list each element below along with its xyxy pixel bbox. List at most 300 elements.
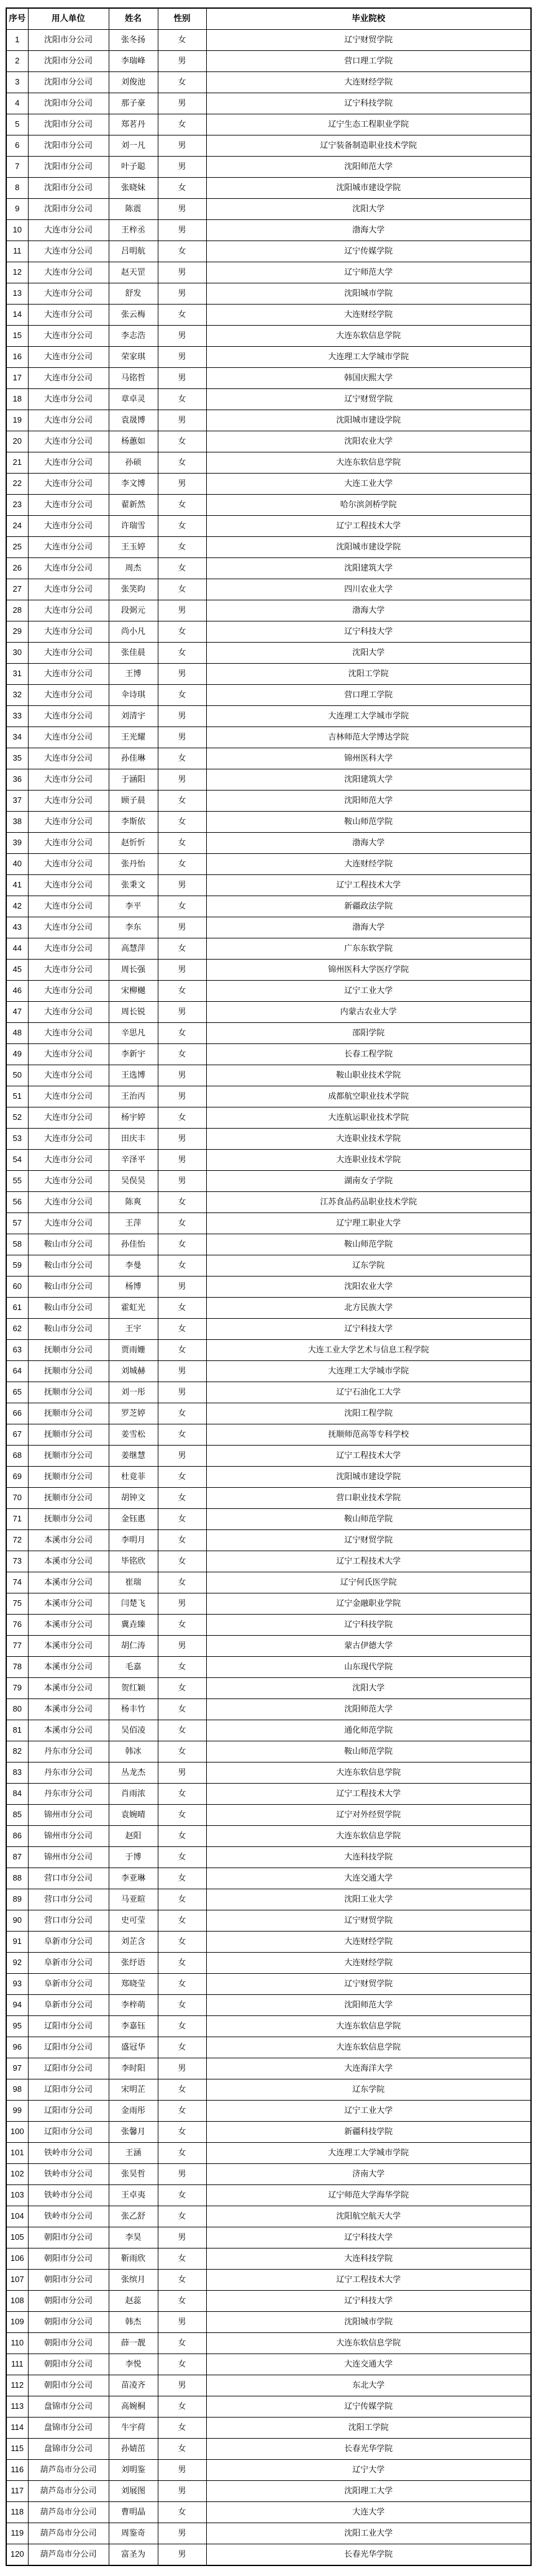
table-row xyxy=(6,1509,531,1530)
employer-cell: 沈阳市分公司 xyxy=(28,199,109,220)
name-cell: 顾子晨 xyxy=(109,791,158,812)
school-cell: 成都航空职业技术学院 xyxy=(206,1086,531,1107)
employer-cell: 朝阳市分公司 xyxy=(28,2375,109,2396)
employer-cell: 大连市分公司 xyxy=(28,769,109,791)
index-cell: 68 xyxy=(6,1446,28,1467)
table-row xyxy=(6,1340,531,1361)
gender-cell: 女 xyxy=(158,558,206,579)
gender-cell: 女 xyxy=(158,1720,206,1741)
table-row xyxy=(6,1593,531,1615)
employer-cell: 鞍山市分公司 xyxy=(28,1319,109,1340)
name-cell: 于博 xyxy=(109,1847,158,1868)
name-cell: 杨宇婷 xyxy=(109,1107,158,1129)
gender-cell: 女 xyxy=(158,1847,206,1868)
employer-cell: 大连市分公司 xyxy=(28,516,109,537)
index-cell: 51 xyxy=(6,1086,28,1107)
table-row xyxy=(6,685,531,706)
school-cell: 辽宁师范大学海华学院 xyxy=(206,2185,531,2206)
employer-cell: 盘锦市分公司 xyxy=(28,2418,109,2439)
gender-cell: 女 xyxy=(158,389,206,410)
index-cell: 67 xyxy=(6,1424,28,1446)
gender-cell: 女 xyxy=(158,1467,206,1488)
name-cell: 张秉文 xyxy=(109,875,158,896)
name-cell: 宋柳樾 xyxy=(109,981,158,1002)
index-cell: 32 xyxy=(6,685,28,706)
employer-cell: 抚顺市分公司 xyxy=(28,1446,109,1467)
school-cell: 辽东学院 xyxy=(206,1255,531,1277)
gender-cell: 男 xyxy=(158,51,206,72)
name-cell: 金钰惠 xyxy=(109,1509,158,1530)
school-cell: 辽宁财贸学院 xyxy=(206,30,531,51)
employer-cell: 抚顺市分公司 xyxy=(28,1488,109,1509)
school-cell: 辽宁工业大学 xyxy=(206,2101,531,2122)
name-cell: 王梓丞 xyxy=(109,220,158,241)
index-cell: 38 xyxy=(6,812,28,833)
gender-cell: 男 xyxy=(158,220,206,241)
table-row xyxy=(6,1657,531,1678)
gender-cell: 男 xyxy=(158,368,206,389)
employer-cell: 抚顺市分公司 xyxy=(28,1382,109,1403)
name-cell: 张缤月 xyxy=(109,2270,158,2291)
school-cell: 鞍山师范学院 xyxy=(206,1234,531,1255)
gender-cell: 女 xyxy=(158,1340,206,1361)
name-cell: 霍虹光 xyxy=(109,1298,158,1319)
table-row xyxy=(6,2206,531,2227)
employer-cell: 大连市分公司 xyxy=(28,495,109,516)
name-cell: 毛嘉 xyxy=(109,1657,158,1678)
table-row xyxy=(6,135,531,157)
gender-cell: 女 xyxy=(158,2439,206,2460)
gender-cell: 女 xyxy=(158,1615,206,1636)
employer-cell: 抚顺市分公司 xyxy=(28,1340,109,1361)
school-cell: 辽宁科技大学 xyxy=(206,2227,531,2248)
school-cell: 沈阳师范大学 xyxy=(206,791,531,812)
index-cell: 27 xyxy=(6,579,28,600)
gender-cell: 男 xyxy=(158,1382,206,1403)
index-cell: 12 xyxy=(6,262,28,283)
employer-cell: 大连市分公司 xyxy=(28,833,109,854)
name-cell: 李东 xyxy=(109,917,158,938)
index-cell: 47 xyxy=(6,1002,28,1023)
gender-cell: 男 xyxy=(158,1593,206,1615)
index-cell: 22 xyxy=(6,474,28,495)
gender-cell: 男 xyxy=(158,410,206,431)
index-cell: 62 xyxy=(6,1319,28,1340)
school-cell: 长春工程学院 xyxy=(206,1044,531,1065)
table-row xyxy=(6,1255,531,1277)
gender-cell: 女 xyxy=(158,1234,206,1255)
table-row xyxy=(6,621,531,643)
table-row xyxy=(6,1868,531,1889)
gender-cell: 女 xyxy=(158,2354,206,2375)
school-cell: 通化师范学院 xyxy=(206,1720,531,1741)
index-cell: 43 xyxy=(6,917,28,938)
table-row xyxy=(6,1678,531,1699)
gender-cell: 男 xyxy=(158,1636,206,1657)
school-cell: 邵阳学院 xyxy=(206,1023,531,1044)
gender-cell: 女 xyxy=(158,1826,206,1847)
gender-cell: 女 xyxy=(158,2016,206,2037)
name-cell: 叶子聪 xyxy=(109,157,158,178)
index-cell: 117 xyxy=(6,2481,28,2502)
table-row xyxy=(6,1424,531,1446)
gender-cell: 男 xyxy=(158,664,206,685)
school-cell: 沈阳城市建设学院 xyxy=(206,178,531,199)
employer-cell: 大连市分公司 xyxy=(28,410,109,431)
index-cell: 4 xyxy=(6,93,28,114)
gender-cell: 女 xyxy=(158,1530,206,1551)
gender-cell: 女 xyxy=(158,452,206,474)
employer-cell: 本溪市分公司 xyxy=(28,1530,109,1551)
table-row xyxy=(6,241,531,262)
gender-cell: 女 xyxy=(158,938,206,960)
school-cell: 沈阳工学院 xyxy=(206,2418,531,2439)
gender-cell: 男 xyxy=(158,1086,206,1107)
employer-cell: 大连市分公司 xyxy=(28,1171,109,1192)
index-cell: 115 xyxy=(6,2439,28,2460)
school-cell: 大连财经学院 xyxy=(206,1932,531,1953)
employer-cell: 铁岭市分公司 xyxy=(28,2185,109,2206)
name-cell: 郑茗丹 xyxy=(109,114,158,135)
gender-cell: 女 xyxy=(158,537,206,558)
index-cell: 84 xyxy=(6,1784,28,1805)
index-cell: 75 xyxy=(6,1593,28,1615)
name-cell: 崔瑞 xyxy=(109,1572,158,1593)
employer-cell: 锦州市分公司 xyxy=(28,1826,109,1847)
school-cell: 沈阳大学 xyxy=(206,1678,531,1699)
index-cell: 13 xyxy=(6,283,28,305)
employer-cell: 大连市分公司 xyxy=(28,1065,109,1086)
index-cell: 94 xyxy=(6,1995,28,2016)
table-row xyxy=(6,262,531,283)
index-cell: 100 xyxy=(6,2122,28,2143)
school-cell: 沈阳建筑大学 xyxy=(206,769,531,791)
school-cell: 辽宁工业大学 xyxy=(206,981,531,1002)
employer-cell: 大连市分公司 xyxy=(28,727,109,748)
name-cell: 张云梅 xyxy=(109,305,158,326)
employer-cell: 本溪市分公司 xyxy=(28,1720,109,1741)
name-cell: 王博 xyxy=(109,664,158,685)
table-row xyxy=(6,1382,531,1403)
name-cell: 姜雪松 xyxy=(109,1424,158,1446)
school-cell: 大连海洋大学 xyxy=(206,2058,531,2079)
name-cell: 冀垚臻 xyxy=(109,1615,158,1636)
index-cell: 56 xyxy=(6,1192,28,1213)
school-cell: 蒙古伊德大学 xyxy=(206,1636,531,1657)
name-cell: 刘城赫 xyxy=(109,1361,158,1382)
name-cell: 马铭哲 xyxy=(109,368,158,389)
index-cell: 11 xyxy=(6,241,28,262)
col-header-school: 毕业院校 xyxy=(206,8,531,30)
index-cell: 5 xyxy=(6,114,28,135)
index-cell: 49 xyxy=(6,1044,28,1065)
employer-cell: 朝阳市分公司 xyxy=(28,2333,109,2354)
school-cell: 湖南女子学院 xyxy=(206,1171,531,1192)
table-row xyxy=(6,51,531,72)
name-cell: 袁婉晴 xyxy=(109,1805,158,1826)
index-cell: 71 xyxy=(6,1509,28,1530)
name-cell: 孙婧茁 xyxy=(109,2439,158,2460)
table-row xyxy=(6,896,531,917)
employer-cell: 辽阳市分公司 xyxy=(28,2058,109,2079)
index-cell: 87 xyxy=(6,1847,28,1868)
name-cell: 李时阳 xyxy=(109,2058,158,2079)
gender-cell: 女 xyxy=(158,2122,206,2143)
employer-cell: 锦州市分公司 xyxy=(28,1847,109,1868)
employer-cell: 沈阳市分公司 xyxy=(28,178,109,199)
employer-cell: 大连市分公司 xyxy=(28,537,109,558)
name-cell: 李亚琳 xyxy=(109,1868,158,1889)
employer-cell: 大连市分公司 xyxy=(28,241,109,262)
employer-cell: 抚顺市分公司 xyxy=(28,1424,109,1446)
col-header-gender: 性别 xyxy=(158,8,206,30)
name-cell: 辛思凡 xyxy=(109,1023,158,1044)
employer-cell: 大连市分公司 xyxy=(28,1129,109,1150)
name-cell: 刘一彤 xyxy=(109,1382,158,1403)
employer-cell: 大连市分公司 xyxy=(28,220,109,241)
table-row xyxy=(6,2291,531,2312)
index-cell: 79 xyxy=(6,1678,28,1699)
index-cell: 15 xyxy=(6,326,28,347)
index-cell: 60 xyxy=(6,1277,28,1298)
gender-cell: 女 xyxy=(158,1572,206,1593)
name-cell: 赵天罡 xyxy=(109,262,158,283)
gender-cell: 女 xyxy=(158,72,206,93)
table-row xyxy=(6,2143,531,2164)
table-row xyxy=(6,1995,531,2016)
school-cell: 辽宁科技大学 xyxy=(206,1319,531,1340)
name-cell: 王卓夷 xyxy=(109,2185,158,2206)
school-cell: 大连财经学院 xyxy=(206,854,531,875)
table-row xyxy=(6,2270,531,2291)
employer-cell: 朝阳市分公司 xyxy=(28,2270,109,2291)
name-cell: 王选博 xyxy=(109,1065,158,1086)
table-row xyxy=(6,579,531,600)
school-cell: 沈阳农业大学 xyxy=(206,1277,531,1298)
name-cell: 王萍 xyxy=(109,1213,158,1234)
employer-cell: 大连市分公司 xyxy=(28,643,109,664)
school-cell: 四川农业大学 xyxy=(206,579,531,600)
table-row xyxy=(6,1277,531,1298)
employer-cell: 大连市分公司 xyxy=(28,1044,109,1065)
employer-cell: 大连市分公司 xyxy=(28,305,109,326)
table-row xyxy=(6,2333,531,2354)
name-cell: 李悦 xyxy=(109,2354,158,2375)
school-cell: 沈阳大学 xyxy=(206,199,531,220)
name-cell: 韩冰 xyxy=(109,1741,158,1762)
school-cell: 大连东软信息学院 xyxy=(206,1826,531,1847)
table-row xyxy=(6,1002,531,1023)
name-cell: 周长强 xyxy=(109,960,158,981)
gender-cell: 男 xyxy=(158,1171,206,1192)
table-row xyxy=(6,2248,531,2270)
gender-cell: 男 xyxy=(158,727,206,748)
school-cell: 辽宁财贸学院 xyxy=(206,389,531,410)
school-cell: 辽宁理工职业大学 xyxy=(206,1213,531,1234)
table-row xyxy=(6,1446,531,1467)
employer-cell: 大连市分公司 xyxy=(28,283,109,305)
table-row xyxy=(6,495,531,516)
table-row xyxy=(6,305,531,326)
name-cell: 王治丙 xyxy=(109,1086,158,1107)
table-row xyxy=(6,2502,531,2523)
index-cell: 7 xyxy=(6,157,28,178)
gender-cell: 男 xyxy=(158,769,206,791)
employer-cell: 大连市分公司 xyxy=(28,452,109,474)
employer-cell: 大连市分公司 xyxy=(28,1107,109,1129)
table-row xyxy=(6,769,531,791)
name-cell: 薛一靓 xyxy=(109,2333,158,2354)
gender-cell: 女 xyxy=(158,2101,206,2122)
school-cell: 大连职业技术学院 xyxy=(206,1129,531,1150)
table-row xyxy=(6,1488,531,1509)
index-cell: 55 xyxy=(6,1171,28,1192)
table-row xyxy=(6,452,531,474)
gender-cell: 女 xyxy=(158,1868,206,1889)
table-row xyxy=(6,30,531,51)
name-cell: 王玉婷 xyxy=(109,537,158,558)
index-cell: 63 xyxy=(6,1340,28,1361)
gender-cell: 男 xyxy=(158,1277,206,1298)
name-cell: 孙佳怡 xyxy=(109,1234,158,1255)
gender-cell: 女 xyxy=(158,1023,206,1044)
name-cell: 段弼元 xyxy=(109,600,158,621)
table-header xyxy=(6,8,531,30)
name-cell: 赵蕊 xyxy=(109,2291,158,2312)
table-row xyxy=(6,389,531,410)
index-cell: 37 xyxy=(6,791,28,812)
table-row xyxy=(6,1910,531,1932)
school-cell: 辽宁财贸学院 xyxy=(206,1910,531,1932)
gender-cell: 女 xyxy=(158,431,206,452)
school-cell: 北方民族大学 xyxy=(206,1298,531,1319)
employer-cell: 阜新市分公司 xyxy=(28,1953,109,1974)
gender-cell: 女 xyxy=(158,1255,206,1277)
table-row xyxy=(6,283,531,305)
index-cell: 73 xyxy=(6,1551,28,1572)
gender-cell: 男 xyxy=(158,1762,206,1784)
table-row xyxy=(6,875,531,896)
table-row xyxy=(6,431,531,452)
name-cell: 翟新然 xyxy=(109,495,158,516)
table-row xyxy=(6,1784,531,1805)
table-row xyxy=(6,1213,531,1234)
employer-cell: 大连市分公司 xyxy=(28,706,109,727)
index-cell: 42 xyxy=(6,896,28,917)
table-row xyxy=(6,854,531,875)
employer-cell: 阜新市分公司 xyxy=(28,1995,109,2016)
school-cell: 韩国庆熙大学 xyxy=(206,368,531,389)
index-cell: 110 xyxy=(6,2333,28,2354)
table-row xyxy=(6,1192,531,1213)
index-cell: 113 xyxy=(6,2396,28,2418)
school-cell: 大连科技学院 xyxy=(206,1847,531,1868)
gender-cell: 男 xyxy=(158,1002,206,1023)
gender-cell: 女 xyxy=(158,579,206,600)
school-cell: 大连东软信息学院 xyxy=(206,1762,531,1784)
gender-cell: 男 xyxy=(158,1150,206,1171)
school-cell: 辽宁科技大学 xyxy=(206,2291,531,2312)
school-cell: 辽宁财贸学院 xyxy=(206,1530,531,1551)
name-cell: 周长锐 xyxy=(109,1002,158,1023)
index-cell: 33 xyxy=(6,706,28,727)
school-cell: 沈阳大学 xyxy=(206,643,531,664)
index-cell: 83 xyxy=(6,1762,28,1784)
school-cell: 山东现代学院 xyxy=(206,1657,531,1678)
employer-cell: 大连市分公司 xyxy=(28,854,109,875)
gender-cell: 女 xyxy=(158,30,206,51)
school-cell: 大连财经学院 xyxy=(206,1953,531,1974)
table-row xyxy=(6,1699,531,1720)
name-cell: 刘明鉴 xyxy=(109,2460,158,2481)
name-cell: 肖雨浓 xyxy=(109,1784,158,1805)
index-cell: 104 xyxy=(6,2206,28,2227)
name-cell: 辛泽平 xyxy=(109,1150,158,1171)
name-cell: 王宇 xyxy=(109,1319,158,1340)
index-cell: 25 xyxy=(6,537,28,558)
gender-cell: 女 xyxy=(158,1741,206,1762)
gender-cell: 女 xyxy=(158,241,206,262)
name-cell: 丛龙杰 xyxy=(109,1762,158,1784)
name-cell: 那子豪 xyxy=(109,93,158,114)
gender-cell: 男 xyxy=(158,706,206,727)
gender-cell: 男 xyxy=(158,474,206,495)
gender-cell: 女 xyxy=(158,1995,206,2016)
gender-cell: 女 xyxy=(158,1889,206,1910)
table-row xyxy=(6,791,531,812)
gender-cell: 女 xyxy=(158,1213,206,1234)
gender-cell: 女 xyxy=(158,1678,206,1699)
school-cell: 沈阳工学院 xyxy=(206,664,531,685)
table-row xyxy=(6,938,531,960)
school-cell: 辽宁工程技术大学 xyxy=(206,1446,531,1467)
school-cell: 辽宁何氏医学院 xyxy=(206,1572,531,1593)
index-cell: 2 xyxy=(6,51,28,72)
gender-cell: 女 xyxy=(158,621,206,643)
name-cell: 刘一凡 xyxy=(109,135,158,157)
gender-cell: 女 xyxy=(158,896,206,917)
col-header-employer: 用人单位 xyxy=(28,8,109,30)
index-cell: 19 xyxy=(6,410,28,431)
school-cell: 新疆科技学院 xyxy=(206,2122,531,2143)
school-cell: 渤海大学 xyxy=(206,600,531,621)
header-row xyxy=(6,8,531,30)
index-cell: 97 xyxy=(6,2058,28,2079)
employer-cell: 大连市分公司 xyxy=(28,262,109,283)
school-cell: 辽东学院 xyxy=(206,2079,531,2101)
name-cell: 伞诗琪 xyxy=(109,685,158,706)
table-row xyxy=(6,2439,531,2460)
table-row xyxy=(6,410,531,431)
school-cell: 大连东软信息学院 xyxy=(206,2037,531,2058)
school-cell: 辽宁石油化工大学 xyxy=(206,1382,531,1403)
school-cell: 锦州医科大学医疗学院 xyxy=(206,960,531,981)
index-cell: 34 xyxy=(6,727,28,748)
index-cell: 108 xyxy=(6,2291,28,2312)
school-cell: 沈阳工程学院 xyxy=(206,1403,531,1424)
name-cell: 张乙舒 xyxy=(109,2206,158,2227)
name-cell: 杨蕙如 xyxy=(109,431,158,452)
table-row xyxy=(6,2544,531,2566)
gender-cell: 男 xyxy=(158,917,206,938)
index-cell: 85 xyxy=(6,1805,28,1826)
table-row xyxy=(6,347,531,368)
gender-cell: 女 xyxy=(158,1488,206,1509)
school-cell: 沈阳工业大学 xyxy=(206,2523,531,2544)
name-cell: 刘俊池 xyxy=(109,72,158,93)
name-cell: 荣家琪 xyxy=(109,347,158,368)
index-cell: 78 xyxy=(6,1657,28,1678)
